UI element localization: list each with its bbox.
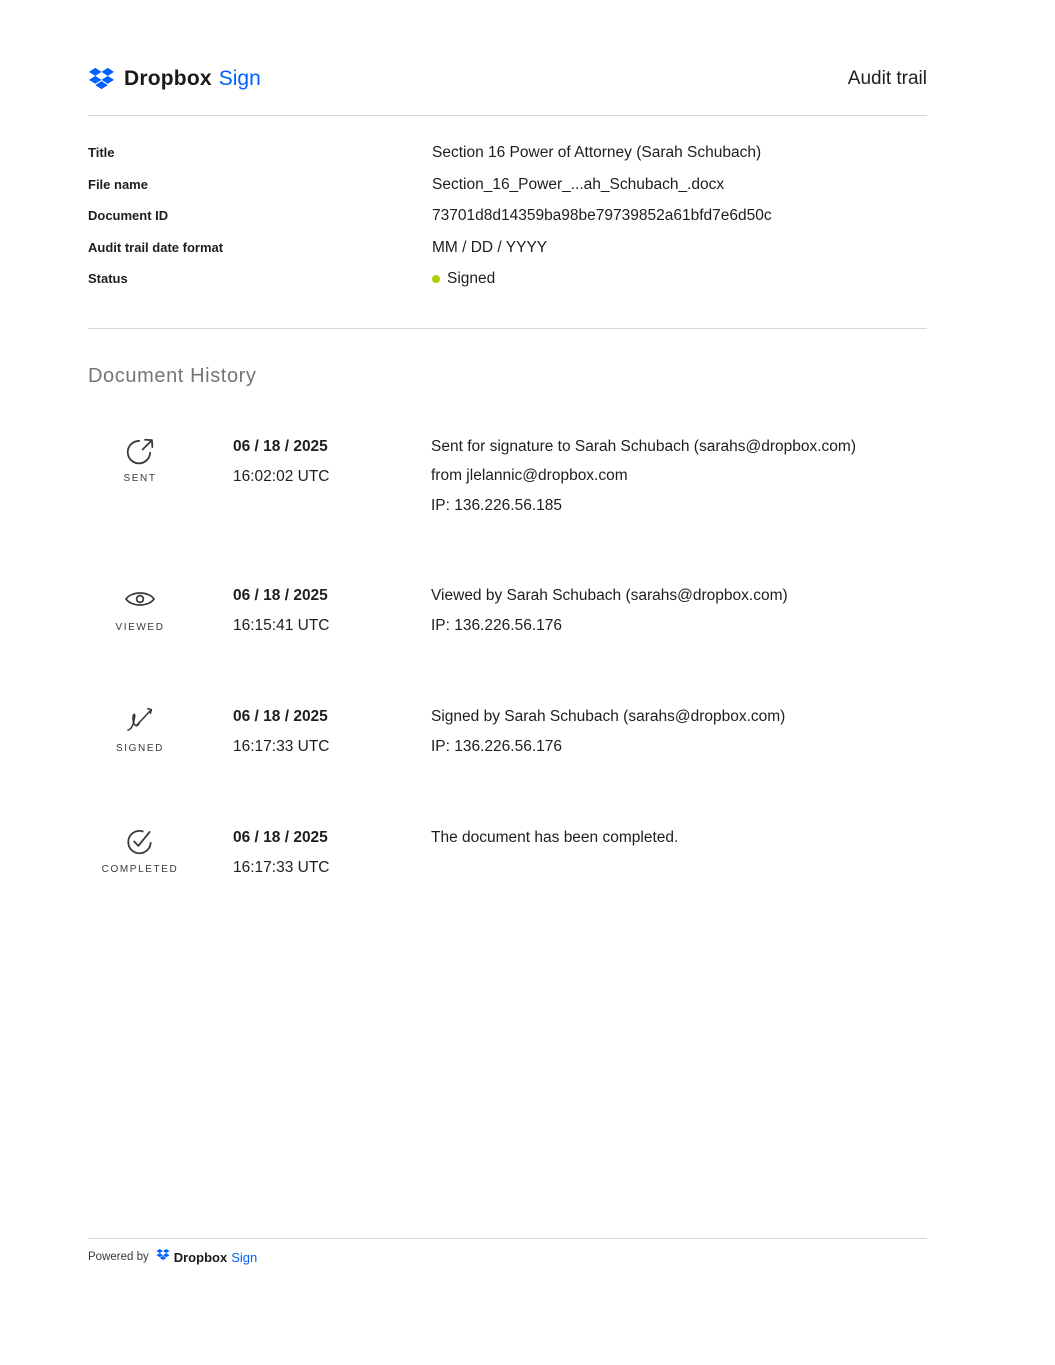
event-completed-date: 06 / 18 / 2025	[233, 829, 328, 846]
event-completed-description	[431, 823, 927, 883]
meta-row-date-format	[88, 239, 927, 271]
brand-name: Dropbox	[124, 66, 212, 90]
event-completed-label: COMPLETED	[101, 864, 179, 875]
event-viewed-description	[431, 581, 927, 641]
viewed-icon	[123, 583, 157, 615]
event-signed-line-1: Signed by Sarah Schubach (sarahs@dropbox.com)	[431, 708, 786, 725]
footer-brand-name: Dropbox	[173, 1249, 228, 1265]
event-sent	[88, 432, 927, 521]
meta-value-document-id: 73701d8d14359ba98be79739852a61bfd7e6d50c	[432, 207, 772, 224]
status-badge: Signed	[447, 270, 496, 287]
meta-row-title	[88, 144, 927, 176]
footer-brand-product: Sign	[231, 1249, 258, 1265]
powered-by-label: Powered by	[88, 1251, 149, 1263]
dropbox-logo-icon	[88, 66, 115, 91]
event-signed-time: 16:17:33 UTC	[233, 738, 330, 755]
page-title: Audit trail	[847, 67, 927, 89]
event-signed	[88, 702, 927, 762]
event-sent-label: SENT	[123, 472, 157, 484]
event-completed-icon-column	[88, 823, 233, 883]
event-sent-description	[431, 432, 927, 521]
event-signed-icon-column	[88, 702, 233, 762]
event-viewed-label: VIEWED	[115, 622, 165, 633]
event-signed-date: 06 / 18 / 2025	[233, 708, 328, 725]
event-signed-description	[431, 702, 927, 762]
status-dot-icon	[432, 275, 440, 283]
dropbox-sign-logo	[88, 66, 261, 91]
event-sent-line-2: from jlelannic@dropbox.com	[431, 467, 628, 484]
event-viewed-datetime	[233, 581, 431, 641]
header	[88, 0, 927, 116]
meta-value-status	[432, 270, 927, 288]
event-viewed-line-1: Viewed by Sarah Schubach (sarahs@dropbox.com)	[431, 587, 788, 604]
event-signed-label: SIGNED	[116, 743, 164, 754]
meta-row-status	[88, 270, 927, 302]
event-completed-time: 16:17:33 UTC	[233, 859, 330, 876]
event-viewed-line-2: IP: 136.226.56.176	[431, 616, 563, 634]
event-completed	[88, 823, 927, 883]
event-completed-datetime	[233, 823, 431, 883]
event-sent-line-3: IP: 136.226.56.185	[431, 496, 563, 514]
footer	[88, 1238, 927, 1266]
event-sent-date: 06 / 18 / 2025	[233, 437, 328, 455]
meta-value-date-format: MM / DD / YYYY	[432, 238, 548, 256]
event-signed-datetime	[233, 702, 431, 762]
document-history-heading: Document History	[88, 364, 257, 387]
signed-icon	[123, 704, 157, 736]
event-sent-icon-column	[88, 432, 233, 521]
meta-row-document-id	[88, 207, 927, 239]
meta-value-file-name: Section_16_Power_...ah_Schubach_.docx	[432, 175, 725, 193]
event-sent-line-1: Sent for signature to Sarah Schubach (sarahs@dropbox.com)	[431, 437, 856, 455]
meta-label-title: Title	[88, 145, 115, 160]
event-sent-time: 16:02:02 UTC	[233, 467, 330, 485]
footer-dropbox-sign-logo	[156, 1248, 257, 1266]
meta-label-file-name: File name	[88, 176, 148, 192]
meta-label-document-id: Document ID	[88, 208, 169, 223]
sent-icon	[124, 434, 156, 466]
event-completed-line-1: The document has been completed.	[431, 829, 679, 846]
event-signed-line-2: IP: 136.226.56.176	[431, 737, 563, 755]
event-viewed-time: 16:15:41 UTC	[233, 617, 330, 634]
completed-icon	[124, 825, 156, 857]
event-sent-datetime	[233, 432, 431, 521]
event-viewed-date: 06 / 18 / 2025	[233, 587, 328, 604]
meta-label-date-format: Audit trail date format	[88, 239, 224, 255]
document-metadata	[88, 116, 927, 329]
meta-label-status: Status	[88, 271, 128, 286]
dropbox-logo-icon-small	[156, 1248, 170, 1266]
brand-product: Sign	[218, 66, 261, 90]
event-viewed-icon-column	[88, 581, 233, 641]
event-viewed	[88, 581, 927, 641]
meta-row-file-name	[88, 176, 927, 208]
meta-value-title: Section 16 Power of Attorney (Sarah Schubach)	[432, 144, 762, 161]
